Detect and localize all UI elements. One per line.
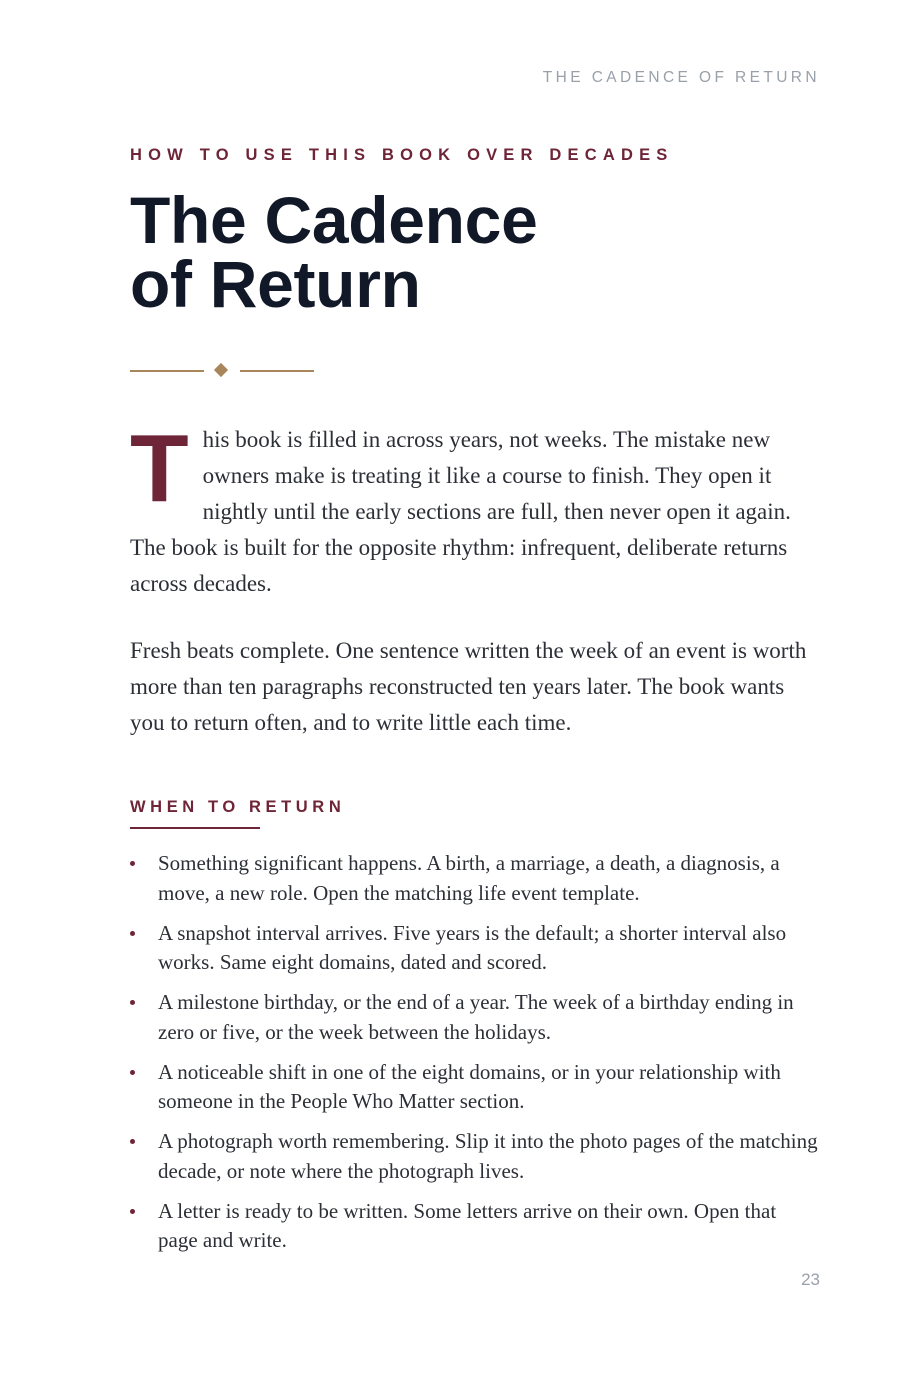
list-item: [130, 988, 820, 1047]
list-item: [130, 1058, 820, 1117]
page-title-line-2: of Return: [130, 247, 421, 321]
bullet-icon: [130, 1209, 135, 1214]
page-title: [130, 183, 538, 321]
intro-paragraph-1-text: his book is filled in across years, not weeks. The mistake new owners make is treating it like a course to finish. They open it nightly until the early sections are full, then never open it again. The book is built for the opposite rhythm: infrequent, deliberate returns across decades.: [130, 427, 791, 596]
diamond-icon: [214, 363, 228, 377]
title-ornament: [130, 363, 314, 379]
list-item: [130, 919, 820, 978]
section-eyebrow: HOW TO USE THIS BOOK OVER DECADES: [130, 146, 674, 164]
ornament-rule-left: [130, 370, 204, 372]
bullet-icon: [130, 931, 135, 936]
list-item-text: A milestone birthday, or the end of a year. The week of a birthday ending in zero or five, or the week between the holidays.: [158, 990, 794, 1044]
bullet-icon: [130, 1000, 135, 1005]
bullet-icon: [130, 861, 135, 866]
when-to-return-list: [130, 849, 820, 1266]
list-item-text: A noticeable shift in one of the eight domains, or in your relationship with someone in the People Who Matter section.: [158, 1059, 781, 1113]
page-number: 23: [801, 1270, 820, 1289]
running-head: THE CADENCE OF RETURN: [542, 69, 820, 86]
when-to-return-heading: WHEN TO RETURN: [130, 798, 346, 816]
drop-cap: T: [130, 415, 189, 522]
list-item-text: Something significant happens. A birth, a marriage, a death, a diagnosis, a move, a new role. Open the matching life event template.: [158, 851, 780, 905]
ornament-rule-right: [240, 370, 314, 372]
heading-underline: [130, 827, 260, 829]
page-title-line-1: The Cadence: [130, 183, 538, 257]
intro-paragraph-2: Fresh beats complete. One sentence written the week of an event is worth more than ten paragraphs reconstructed ten years later. The book wants you to return often, and to write little each time.: [130, 638, 807, 735]
list-item: [130, 849, 820, 908]
list-item-text: A photograph worth remembering. Slip it into the photo pages of the matching decade, or note where the photograph lives.: [158, 1129, 818, 1183]
bullet-icon: [130, 1070, 135, 1075]
bullet-icon: [130, 1139, 135, 1144]
list-item: [130, 1197, 820, 1256]
list-item-text: A letter is ready to be written. Some letters arrive on their own. Open that page and write.: [158, 1198, 777, 1252]
list-item: [130, 1127, 820, 1186]
list-item-text: A snapshot interval arrives. Five years is the default; a shorter interval also works. Same eight domains, dated and scored.: [158, 920, 787, 974]
intro-paragraph-1: [130, 415, 820, 602]
